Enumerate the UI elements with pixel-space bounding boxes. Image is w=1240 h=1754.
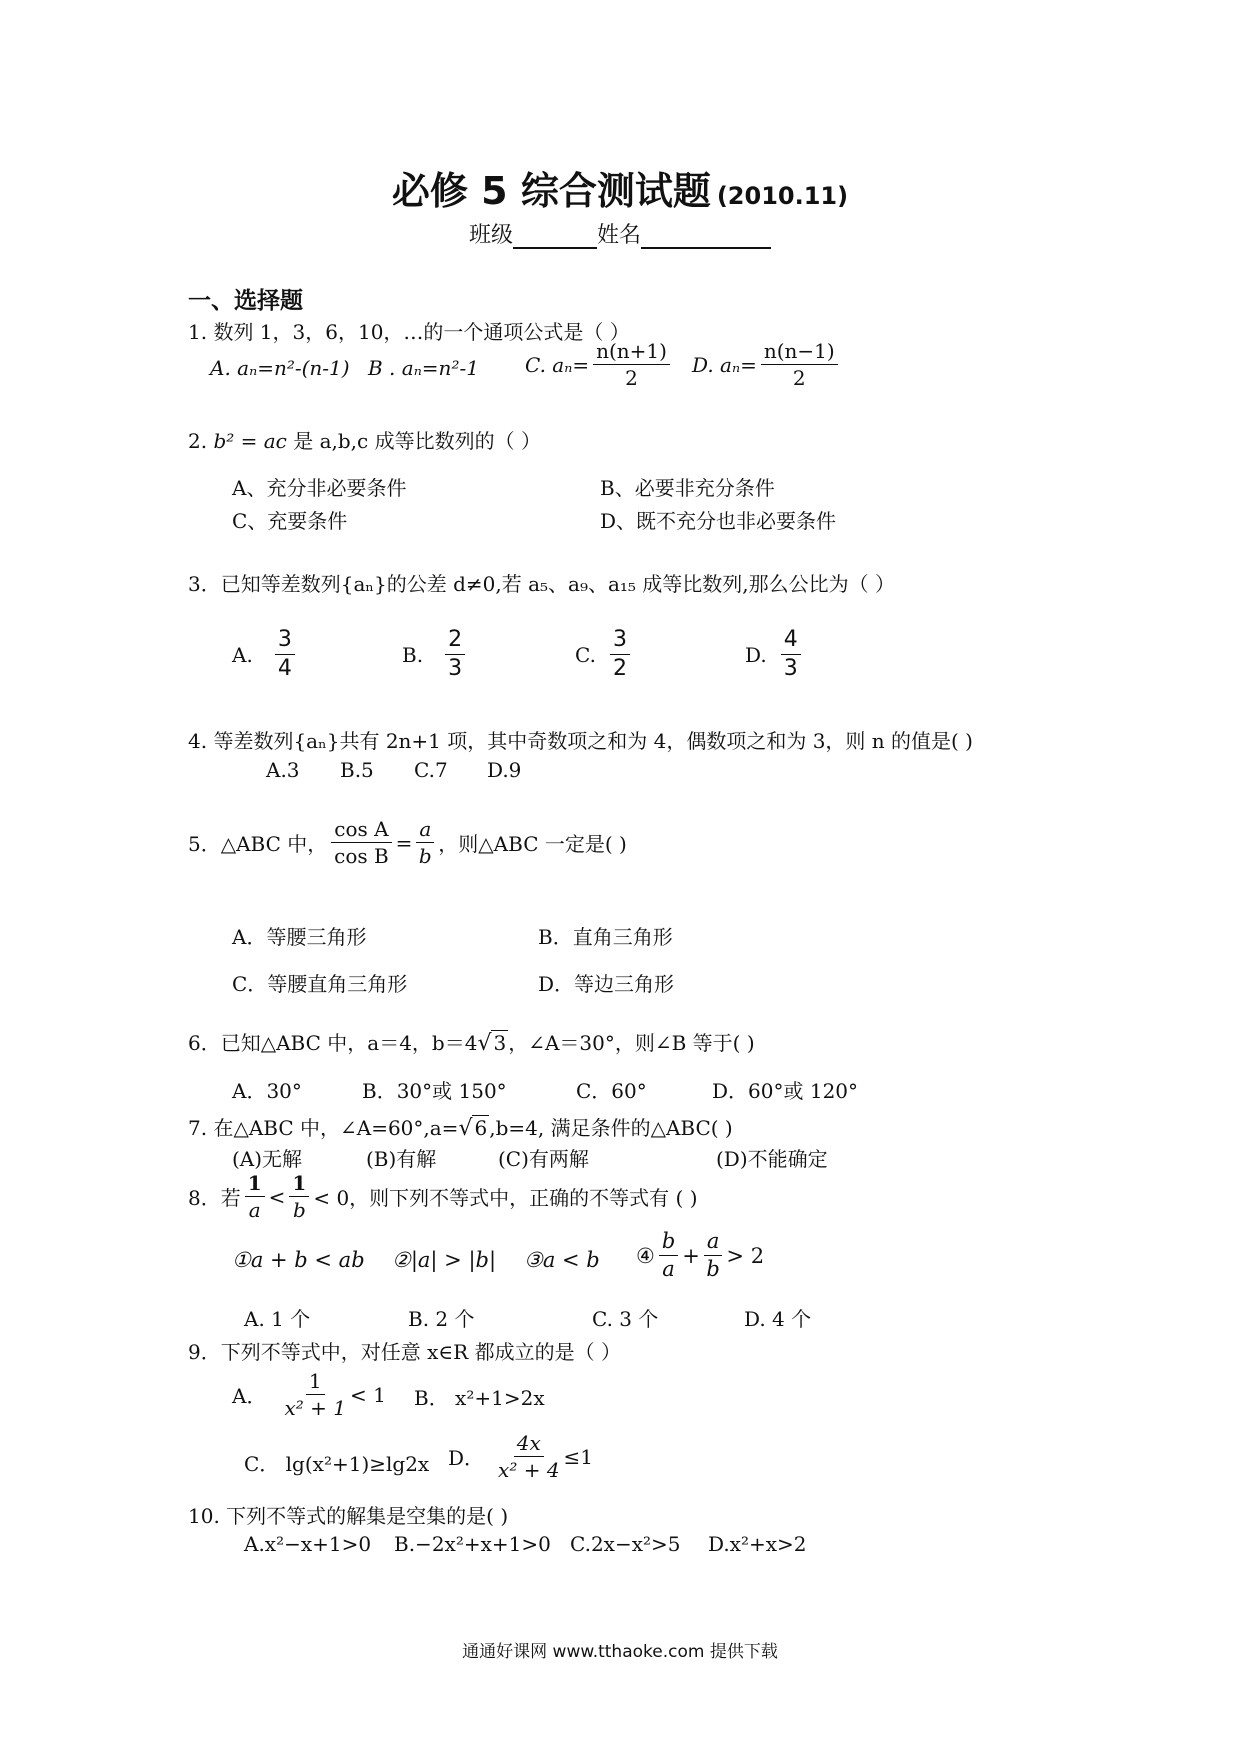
fraction bbox=[275, 628, 295, 681]
option-text: A. aₙ=n²-(n-1) bbox=[210, 356, 350, 380]
question-6-option-d: D．60°或 120° bbox=[712, 1079, 859, 1103]
denominator: a bbox=[662, 1257, 675, 1282]
student-info-row bbox=[0, 218, 1240, 249]
page-footer: 通通好课网 www.tthaoke.com 提供下载 bbox=[462, 1642, 778, 1662]
stem-math: b² = ac bbox=[213, 429, 287, 453]
question-1-stem: 1. 数列 1，3，6，10，…的一个通项公式是（ ） bbox=[188, 320, 630, 344]
fraction bbox=[245, 1172, 265, 1221]
fraction bbox=[498, 1432, 560, 1481]
plus-sign: + bbox=[682, 1243, 700, 1268]
question-2-option-a: A、充分非必要条件 bbox=[232, 476, 407, 500]
question-3-option-b bbox=[402, 628, 469, 681]
denominator: 2 bbox=[612, 656, 627, 682]
question-1-option-d bbox=[692, 340, 842, 389]
question-1-option-b bbox=[368, 356, 479, 380]
fraction bbox=[593, 340, 670, 389]
item-text: ③a < b bbox=[524, 1248, 600, 1272]
name-blank[interactable] bbox=[641, 225, 771, 249]
question-3-option-c bbox=[575, 628, 634, 681]
question-9-option-c: C． lg(x²+1)≥lg2x bbox=[244, 1452, 430, 1476]
equals-sign: = bbox=[395, 830, 413, 855]
question-8-item-4 bbox=[636, 1230, 764, 1281]
fraction bbox=[416, 818, 434, 867]
question-3-option-d bbox=[745, 628, 805, 681]
question-3-option-a bbox=[232, 628, 299, 681]
question-5-option-a: A．等腰三角形 bbox=[232, 925, 367, 949]
question-1-option-a bbox=[210, 356, 350, 380]
denominator: 2 bbox=[625, 366, 638, 390]
question-9-stem: 9．下列不等式中，对任意 x∈R 都成立的是（ ） bbox=[188, 1340, 621, 1364]
item-text: ①a + b < ab bbox=[232, 1248, 365, 1272]
fraction bbox=[704, 1230, 723, 1281]
numerator: 3 bbox=[275, 628, 295, 655]
fraction bbox=[331, 818, 391, 867]
question-3-stem: 3．已知等差数列{aₙ}的公差 d≠0,若 a₅、a₉、a₁₅ 成等比数列,那么公比为（ ） bbox=[188, 572, 896, 596]
section-heading: 一、选择题 bbox=[188, 288, 303, 314]
denominator: x² + 4 bbox=[498, 1458, 560, 1482]
option-text: C. aₙ= bbox=[525, 352, 590, 377]
fraction bbox=[610, 628, 630, 681]
question-6-option-a: A．30° bbox=[232, 1079, 302, 1103]
sqrt-radicand: 6 bbox=[474, 1116, 488, 1140]
option-text: B . aₙ=n²-1 bbox=[368, 356, 479, 380]
item-text: ②|a| > |b| bbox=[392, 1248, 497, 1272]
question-7-option-d: (D)不能确定 bbox=[716, 1147, 828, 1171]
item-text: ④ bbox=[636, 1243, 655, 1268]
fraction bbox=[781, 628, 801, 681]
question-10-option-a: A.x²−x+1>0 bbox=[244, 1532, 372, 1556]
question-7-stem: 7. 在△ABC 中，∠A=60°,a=√ 6 ,b=4, 满足条件的△ABC( ) bbox=[188, 1116, 733, 1141]
class-label: 班级 bbox=[468, 223, 513, 248]
question-4-option-d: D.9 bbox=[487, 758, 522, 782]
question-8-item-2 bbox=[392, 1248, 496, 1272]
question-8-stem bbox=[188, 1172, 698, 1221]
option-label: D. bbox=[745, 642, 767, 667]
question-8-option-a: A. 1 个 bbox=[244, 1307, 311, 1331]
stem-text: 是 a,b,c 成等比数列的（ ） bbox=[286, 429, 541, 453]
stem-text: 7. 在△ABC 中，∠A=60°,a= bbox=[188, 1116, 459, 1140]
title-date: (2010.11) bbox=[716, 182, 849, 210]
question-2-stem bbox=[188, 425, 541, 454]
option-text: < 1 bbox=[349, 1382, 386, 1407]
question-6-stem: 6．已知△ABC 中，a＝4，b＝4√ 3 ，∠A＝30°，则∠B 等于( ) bbox=[188, 1031, 755, 1056]
numerator: 4 bbox=[781, 628, 801, 655]
question-8-item-3 bbox=[524, 1248, 600, 1272]
numerator: 1 bbox=[306, 1370, 325, 1395]
fraction bbox=[289, 1172, 309, 1221]
page-title bbox=[0, 160, 1240, 215]
denominator: b bbox=[292, 1198, 306, 1222]
stem-text: 5．△ABC 中， bbox=[188, 832, 328, 856]
denominator: x² + 1 bbox=[284, 1396, 346, 1420]
numerator: n(n+1) bbox=[593, 340, 670, 365]
denominator: a bbox=[248, 1198, 261, 1222]
stem-text: < 0，则下列不等式中，正确的不等式有 ( ) bbox=[313, 1186, 698, 1210]
numerator: 3 bbox=[610, 628, 630, 655]
question-10-option-b: B.−2x²+x+1>0 bbox=[394, 1532, 551, 1556]
numerator: a bbox=[416, 818, 434, 843]
fraction bbox=[284, 1370, 346, 1419]
numerator: 4x bbox=[514, 1432, 544, 1457]
fraction bbox=[445, 628, 465, 681]
numerator: a bbox=[704, 1230, 723, 1256]
numerator: n(n−1) bbox=[761, 340, 838, 365]
question-7-option-a: (A)无解 bbox=[232, 1147, 303, 1171]
name-label: 姓名 bbox=[597, 223, 642, 248]
question-5-option-b: B．直角三角形 bbox=[538, 925, 673, 949]
numerator: 1 bbox=[289, 1172, 309, 1197]
question-8-item-1 bbox=[232, 1248, 365, 1272]
question-5-option-d: D．等边三角形 bbox=[538, 972, 675, 996]
fraction bbox=[659, 1230, 678, 1281]
question-9-option-a bbox=[232, 1370, 386, 1419]
title-text: 必修 5 综合测试题 bbox=[391, 169, 711, 213]
question-10-stem: 10. 下列不等式的解集是空集的是( ) bbox=[188, 1504, 509, 1528]
stem-text: ，∠A＝30°，则∠B 等于( ) bbox=[508, 1031, 755, 1055]
question-9-option-d bbox=[448, 1432, 593, 1481]
option-label: C. bbox=[575, 642, 596, 667]
question-2-option-d: D、既不充分也非必要条件 bbox=[600, 509, 837, 533]
sqrt-radicand: 3 bbox=[493, 1031, 507, 1055]
stem-text: 8．若 bbox=[188, 1186, 241, 1210]
question-9-option-b: B． x²+1>2x bbox=[414, 1386, 545, 1410]
question-4-option-b: B.5 bbox=[340, 758, 374, 782]
item-text: > 2 bbox=[726, 1243, 765, 1268]
question-2-option-b: B、必要非充分条件 bbox=[600, 476, 775, 500]
question-4-stem: 4. 等差数列{aₙ}共有 2n+1 项，其中奇数项之和为 4，偶数项之和为 3，则 n 的值是( ) bbox=[188, 729, 973, 753]
option-label: A. bbox=[232, 642, 253, 667]
numerator: 2 bbox=[445, 628, 465, 655]
question-8-option-b: B. 2 个 bbox=[408, 1307, 475, 1331]
question-10-option-c: C.2x−x²>5 bbox=[570, 1532, 681, 1556]
question-4-option-c: C.7 bbox=[414, 758, 448, 782]
question-7-option-c: (C)有两解 bbox=[498, 1147, 589, 1171]
fraction bbox=[761, 340, 838, 389]
numerator: 1 bbox=[245, 1172, 265, 1197]
question-7-option-b: (B)有解 bbox=[366, 1147, 437, 1171]
question-8-option-c: C. 3 个 bbox=[592, 1307, 659, 1331]
option-label: D． bbox=[448, 1446, 485, 1470]
option-text: D. aₙ= bbox=[692, 352, 757, 377]
denominator: cos B bbox=[334, 844, 389, 868]
question-5-option-c: C．等腰直角三角形 bbox=[232, 972, 408, 996]
question-4-option-a: A.3 bbox=[266, 758, 300, 782]
denominator: b bbox=[706, 1257, 720, 1282]
question-2-option-c: C、充要条件 bbox=[232, 509, 348, 533]
class-blank[interactable] bbox=[513, 225, 597, 249]
question-5-stem bbox=[188, 818, 627, 867]
question-10-option-d: D.x²+x>2 bbox=[708, 1532, 807, 1556]
question-8-option-d: D. 4 个 bbox=[744, 1307, 812, 1331]
question-1-option-c bbox=[525, 340, 674, 389]
denominator: 4 bbox=[277, 656, 292, 682]
stem-text: 2. bbox=[188, 429, 214, 453]
option-label: B. bbox=[402, 642, 424, 667]
option-text: ≤1 bbox=[563, 1444, 594, 1469]
denominator: 3 bbox=[783, 656, 798, 682]
numerator: cos A bbox=[331, 818, 391, 843]
stem-text: ，则△ABC 一定是( ) bbox=[438, 832, 627, 856]
numerator: b bbox=[659, 1230, 678, 1256]
less-than-sign: < bbox=[268, 1184, 286, 1209]
denominator: 3 bbox=[448, 656, 463, 682]
question-6-option-b: B．30°或 150° bbox=[362, 1079, 507, 1103]
stem-text: ,b=4, 满足条件的△ABC( ) bbox=[489, 1116, 733, 1140]
question-6-option-c: C．60° bbox=[576, 1079, 647, 1103]
denominator: 2 bbox=[792, 366, 806, 390]
stem-text: 6．已知△ABC 中，a＝4，b＝4 bbox=[188, 1031, 478, 1055]
denominator: b bbox=[418, 844, 432, 868]
option-label: A． bbox=[232, 1384, 267, 1408]
